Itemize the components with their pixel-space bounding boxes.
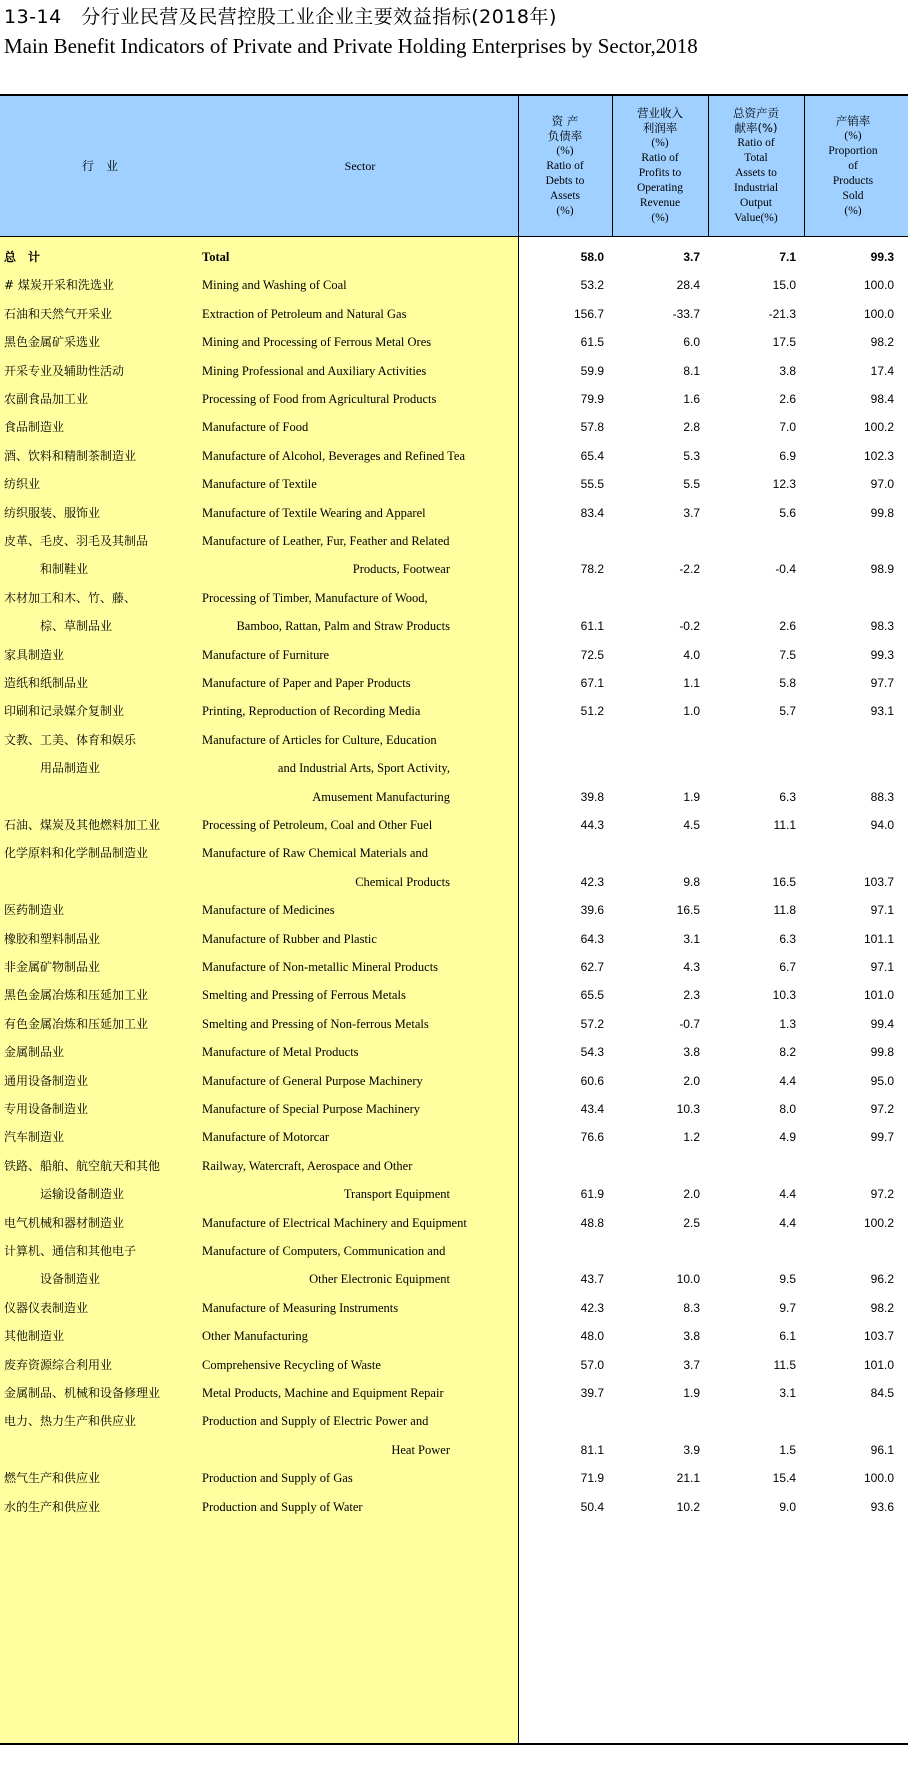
row-label-en: Manufacture of Special Purpose Machinery bbox=[202, 1102, 420, 1116]
header-line: 献率(%) bbox=[734, 121, 778, 135]
header-line: Ratio of bbox=[641, 152, 679, 164]
row-value: -0.7 bbox=[679, 1017, 700, 1031]
row-label-cn: 造纸和纸制品业 bbox=[4, 676, 89, 690]
row-value: 83.4 bbox=[580, 506, 604, 520]
row-value: 102.3 bbox=[863, 449, 894, 463]
row-label-cn: 黑色金属矿采选业 bbox=[4, 335, 101, 349]
row-value: 9.7 bbox=[779, 1301, 796, 1315]
header-line: Assets to bbox=[735, 167, 777, 179]
row-value: 88.3 bbox=[870, 790, 894, 804]
row-value: 2.0 bbox=[683, 1187, 700, 1201]
row-value: 7.5 bbox=[779, 648, 796, 662]
row-value: 11.1 bbox=[773, 818, 796, 832]
row-value: 4.0 bbox=[683, 648, 700, 662]
header-line: Revenue bbox=[639, 197, 681, 209]
row-label-en: Manufacture of Non-metallic Mineral Products bbox=[202, 960, 439, 974]
row-value: 10.2 bbox=[676, 1500, 700, 1514]
row-label-en: Production and Supply of Water bbox=[202, 1500, 363, 1514]
row-value: 99.3 bbox=[870, 250, 894, 264]
row-label-en: Bamboo, Rattan, Palm and Straw Products bbox=[236, 619, 450, 633]
row-value: 2.6 bbox=[779, 392, 796, 406]
row-label-en: Total bbox=[202, 250, 230, 264]
row-value: 97.1 bbox=[870, 960, 894, 974]
row-value: 1.9 bbox=[683, 790, 700, 804]
row-label-cn: 金属制品业 bbox=[4, 1045, 65, 1059]
row-value: 4.4 bbox=[779, 1074, 796, 1088]
row-label-cn: 仪器仪表制造业 bbox=[4, 1301, 89, 1315]
row-label-cn: 化学原料和化学制品制造业 bbox=[4, 846, 149, 860]
row-value: 15.4 bbox=[772, 1471, 796, 1485]
row-value: 98.4 bbox=[870, 392, 894, 406]
row-value: 8.0 bbox=[779, 1102, 796, 1116]
row-label-cn: 汽车制造业 bbox=[4, 1130, 65, 1144]
row-value: 97.7 bbox=[870, 676, 894, 690]
header-line: 产销率 bbox=[835, 113, 871, 128]
row-label-cn: 文教、工美、体育和娱乐 bbox=[4, 733, 137, 747]
row-value: 6.9 bbox=[779, 449, 796, 463]
row-label-cn: 和制鞋业 bbox=[40, 562, 89, 576]
row-label-en: Transport Equipment bbox=[343, 1187, 450, 1201]
row-value: 6.7 bbox=[779, 960, 796, 974]
row-value: 3.8 bbox=[683, 1329, 700, 1343]
header-line: Ratio of bbox=[737, 137, 775, 149]
row-value: 99.8 bbox=[870, 506, 894, 520]
table-title-cn: 13-14 分行业民营及民营控股工业企业主要效益指标(2018年) bbox=[4, 6, 557, 28]
row-value: 3.7 bbox=[683, 506, 700, 520]
row-value: 3.1 bbox=[779, 1386, 796, 1400]
row-value: 3.7 bbox=[683, 1358, 700, 1372]
row-value: 7.0 bbox=[779, 420, 796, 434]
row-label-en: Processing of Petroleum, Coal and Other Fuel bbox=[202, 818, 433, 832]
row-label-en: Metal Products, Machine and Equipment Repair bbox=[202, 1386, 444, 1400]
row-label-en: Printing, Reproduction of Recording Media bbox=[202, 704, 421, 718]
row-value: 57.0 bbox=[580, 1358, 604, 1372]
row-label-cn: 废弃资源综合利用业 bbox=[4, 1358, 113, 1372]
row-value: 5.5 bbox=[683, 477, 700, 491]
row-value: 21.1 bbox=[676, 1471, 700, 1485]
row-label-cn: 医药制造业 bbox=[4, 903, 65, 917]
row-value: 2.0 bbox=[683, 1074, 700, 1088]
row-value: 99.3 bbox=[870, 648, 894, 662]
header-line: 营业收入 bbox=[637, 106, 683, 120]
row-value: 59.9 bbox=[580, 364, 604, 378]
row-value: 2.6 bbox=[779, 619, 796, 633]
row-value: 1.3 bbox=[779, 1017, 796, 1031]
bottom-rule bbox=[0, 1743, 908, 1745]
row-label-cn: 石油、煤炭及其他燃料加工业 bbox=[4, 818, 161, 832]
header-industry-cn bbox=[40, 96, 160, 236]
row-value: 53.2 bbox=[580, 278, 604, 292]
row-label-en: Manufacture of Medicines bbox=[202, 903, 335, 917]
row-value: 57.8 bbox=[580, 420, 604, 434]
row-value: 72.5 bbox=[580, 648, 604, 662]
row-value: 65.4 bbox=[580, 449, 604, 463]
row-label-en: Heat Power bbox=[391, 1443, 450, 1457]
header-col-profit-ratio bbox=[612, 96, 708, 236]
row-value: 97.0 bbox=[870, 477, 894, 491]
row-value: 98.9 bbox=[870, 562, 894, 576]
row-value: 97.2 bbox=[870, 1187, 894, 1201]
row-value: 100.0 bbox=[863, 307, 894, 321]
row-value: 6.1 bbox=[779, 1329, 796, 1343]
row-value: 8.1 bbox=[683, 364, 700, 378]
row-value: 16.5 bbox=[772, 875, 796, 889]
row-value: 5.8 bbox=[779, 676, 796, 690]
header-line: Output bbox=[740, 197, 772, 209]
row-value: 3.1 bbox=[683, 932, 700, 946]
row-value: 65.5 bbox=[580, 988, 604, 1002]
table-title-en: Main Benefit Indicators of Private and Private Holding Enterprises by Sector,2018 bbox=[4, 34, 698, 58]
row-value: 5.7 bbox=[779, 704, 796, 718]
header-label bbox=[828, 114, 877, 219]
row-value: 71.9 bbox=[580, 1471, 604, 1485]
row-label-cn: 电力、热力生产和供应业 bbox=[4, 1414, 137, 1428]
row-label-cn: 纺织服装、服饰业 bbox=[4, 506, 101, 520]
row-value: 55.5 bbox=[580, 477, 604, 491]
row-label-cn: 水的生产和供应业 bbox=[4, 1500, 101, 1514]
row-value: 103.7 bbox=[863, 1329, 894, 1343]
row-value: 1.1 bbox=[683, 676, 700, 690]
row-label-cn: 非金属矿物制品业 bbox=[4, 960, 101, 974]
header-line: Value(%) bbox=[734, 212, 778, 224]
header-divider bbox=[612, 96, 613, 237]
row-value: 10.3 bbox=[676, 1102, 700, 1116]
row-value: 96.2 bbox=[870, 1272, 894, 1286]
row-value: 78.2 bbox=[580, 562, 604, 576]
row-value: 1.5 bbox=[779, 1443, 796, 1457]
row-value: 99.7 bbox=[870, 1130, 894, 1144]
row-label-en: and Industrial Arts, Sport Activity, bbox=[277, 761, 450, 775]
row-value: 81.1 bbox=[580, 1443, 604, 1457]
row-value: 39.8 bbox=[580, 790, 604, 804]
row-value: 98.2 bbox=[870, 1301, 894, 1315]
row-label-cn: 木材加工和木、竹、藤、 bbox=[4, 591, 137, 605]
row-label-en: Other Manufacturing bbox=[202, 1329, 308, 1343]
row-value: 51.2 bbox=[580, 704, 604, 718]
row-label-cn: 印刷和记录媒介复制业 bbox=[4, 704, 125, 718]
row-value: 101.0 bbox=[863, 988, 894, 1002]
row-value: 97.1 bbox=[870, 903, 894, 917]
row-value: 76.6 bbox=[580, 1130, 604, 1144]
row-value: 39.6 bbox=[580, 903, 604, 917]
row-label-en: Chemical Products bbox=[355, 875, 450, 889]
header-line: Ratio of bbox=[546, 159, 584, 172]
row-value: 101.0 bbox=[863, 1358, 894, 1372]
header-line: Debts to bbox=[545, 174, 585, 187]
row-value: 99.4 bbox=[870, 1017, 894, 1031]
header-line: (%) bbox=[556, 204, 574, 217]
row-value: 95.0 bbox=[870, 1074, 894, 1088]
row-value: 58.0 bbox=[580, 250, 604, 264]
header-col-assets-contribution bbox=[708, 96, 804, 236]
row-label-cn: 有色金属冶炼和压延加工业 bbox=[4, 1017, 149, 1031]
row-label-cn: 橡胶和塑料制品业 bbox=[4, 932, 101, 946]
row-label-en: Manufacture of Electrical Machinery and Equipment bbox=[202, 1216, 467, 1230]
row-label-en: Production and Supply of Electric Power and bbox=[202, 1414, 429, 1428]
row-value: 60.6 bbox=[580, 1074, 604, 1088]
row-label-cn: 其他制造业 bbox=[4, 1329, 65, 1343]
row-value: 61.5 bbox=[580, 335, 604, 349]
header-sector-en-text: Sector bbox=[344, 159, 376, 173]
row-value: 98.3 bbox=[870, 619, 894, 633]
row-label-en: Manufacture of Paper and Paper Products bbox=[202, 676, 411, 690]
row-value: 9.0 bbox=[779, 1500, 796, 1514]
row-label-cn: 开采专业及辅助性活动 bbox=[4, 364, 125, 378]
row-label-cn: 总 计 bbox=[4, 250, 41, 264]
row-value: 42.3 bbox=[580, 1301, 604, 1315]
row-label-cn: 设备制造业 bbox=[40, 1272, 101, 1286]
row-value: -0.4 bbox=[775, 562, 796, 576]
row-value: 11.8 bbox=[773, 903, 796, 917]
row-label-cn: 皮革、毛皮、羽毛及其制品 bbox=[4, 534, 149, 548]
row-label-en: Manufacture of Motorcar bbox=[202, 1130, 330, 1144]
row-value: 6.3 bbox=[779, 932, 796, 946]
row-value: 67.1 bbox=[580, 676, 604, 690]
row-label-en: Manufacture of Rubber and Plastic bbox=[202, 932, 377, 946]
row-label-cn: 计算机、通信和其他电子 bbox=[4, 1244, 137, 1258]
row-value: 1.6 bbox=[683, 392, 700, 406]
row-label-en: Manufacture of Raw Chemical Materials and bbox=[202, 846, 428, 860]
row-label-en: Production and Supply of Gas bbox=[202, 1471, 353, 1485]
row-label-en: Products, Footwear bbox=[352, 562, 450, 576]
row-value: 97.2 bbox=[870, 1102, 894, 1116]
row-label-en: Smelting and Pressing of Non-ferrous Metals bbox=[202, 1017, 429, 1031]
header-line: (%) bbox=[556, 144, 574, 157]
row-value: 100.2 bbox=[863, 420, 894, 434]
row-value: 5.3 bbox=[683, 449, 700, 463]
row-value: 11.5 bbox=[773, 1358, 796, 1372]
row-label-en: Processing of Food from Agricultural Products bbox=[202, 392, 437, 406]
row-label-cn: 燃气生产和供应业 bbox=[4, 1471, 101, 1485]
row-value: 7.1 bbox=[779, 250, 796, 264]
row-label-cn: 家具制造业 bbox=[4, 648, 65, 662]
row-label-en: Manufacture of Measuring Instruments bbox=[202, 1301, 399, 1315]
row-value: 1.0 bbox=[683, 704, 700, 718]
header-col-debt-ratio bbox=[518, 96, 612, 236]
row-label-en: Manufacture of Articles for Culture, Education bbox=[202, 733, 437, 747]
row-label-cn: 运输设备制造业 bbox=[40, 1187, 125, 1201]
row-value: 8.2 bbox=[779, 1045, 796, 1059]
row-value: 8.3 bbox=[683, 1301, 700, 1315]
row-value: 101.1 bbox=[863, 932, 894, 946]
row-value: 57.2 bbox=[580, 1017, 604, 1031]
header-line: 利润率 bbox=[642, 121, 678, 135]
row-label-en: Comprehensive Recycling of Waste bbox=[202, 1358, 381, 1372]
header-divider bbox=[708, 96, 709, 237]
header-sector-en bbox=[300, 96, 420, 236]
row-value: 28.4 bbox=[676, 278, 700, 292]
table-header bbox=[0, 96, 908, 237]
row-label-cn: 铁路、船舶、航空航天和其他 bbox=[4, 1159, 161, 1173]
header-divider bbox=[804, 96, 805, 237]
row-value: 100.0 bbox=[863, 1471, 894, 1485]
row-value: 93.1 bbox=[870, 704, 894, 718]
header-line: Total bbox=[744, 152, 768, 164]
row-label-en: Manufacture of Food bbox=[202, 420, 309, 434]
row-value: 103.7 bbox=[863, 875, 894, 889]
row-label-cn: 专用设备制造业 bbox=[4, 1102, 89, 1116]
header-line: (%) bbox=[651, 212, 669, 224]
row-value: 3.8 bbox=[779, 364, 796, 378]
row-value: -2.2 bbox=[679, 562, 700, 576]
header-label bbox=[733, 106, 779, 226]
row-value: 4.5 bbox=[683, 818, 700, 832]
row-label-cn: # 煤炭开采和洗选业 bbox=[4, 278, 114, 292]
row-value: 2.3 bbox=[683, 988, 700, 1002]
row-label-cn: 酒、饮料和精制茶制造业 bbox=[4, 449, 137, 463]
row-value: -21.3 bbox=[768, 307, 796, 321]
row-value: 79.9 bbox=[580, 392, 604, 406]
row-label-en: Manufacture of Leather, Fur, Feather and Related bbox=[202, 534, 450, 548]
row-value: 48.0 bbox=[580, 1329, 604, 1343]
row-value: 4.4 bbox=[779, 1187, 796, 1201]
row-value: 99.8 bbox=[870, 1045, 894, 1059]
row-label-cn: 棕、草制品业 bbox=[40, 619, 113, 633]
row-label-en: Mining Professional and Auxiliary Activities bbox=[202, 364, 427, 378]
row-label-en: Smelting and Pressing of Ferrous Metals bbox=[202, 988, 406, 1002]
header-line: (%) bbox=[844, 129, 862, 142]
row-value: 156.7 bbox=[573, 307, 604, 321]
row-value: 43.4 bbox=[580, 1102, 604, 1116]
header-line: Assets bbox=[549, 189, 581, 202]
row-value: 3.7 bbox=[683, 250, 700, 264]
row-value: 2.8 bbox=[683, 420, 700, 434]
row-label-en: Extraction of Petroleum and Natural Gas bbox=[202, 307, 407, 321]
row-value: 61.1 bbox=[580, 619, 604, 633]
row-label-en: Railway, Watercraft, Aerospace and Other bbox=[202, 1159, 413, 1173]
header-industry-cn-text: 行 业 bbox=[81, 159, 118, 173]
row-value: 10.3 bbox=[772, 988, 796, 1002]
row-label-cn: 纺织业 bbox=[4, 477, 41, 491]
row-label-en: Manufacture of Textile Wearing and Apparel bbox=[202, 506, 426, 520]
row-value: 6.3 bbox=[779, 790, 796, 804]
row-value: 54.3 bbox=[580, 1045, 604, 1059]
row-value: 93.6 bbox=[870, 1500, 894, 1514]
row-label-en: Mining and Processing of Ferrous Metal Ores bbox=[202, 335, 432, 349]
header-line: Profits to bbox=[638, 167, 682, 179]
row-label-en: Manufacture of Computers, Communication and bbox=[202, 1244, 446, 1258]
row-label-cn: 石油和天然气开采业 bbox=[4, 307, 113, 321]
row-label-en: Other Electronic Equipment bbox=[309, 1272, 450, 1286]
row-value: 16.5 bbox=[676, 903, 700, 917]
row-value: 44.3 bbox=[580, 818, 604, 832]
row-label-cn: 食品制造业 bbox=[4, 420, 65, 434]
row-label-cn: 通用设备制造业 bbox=[4, 1074, 89, 1088]
row-value: 9.8 bbox=[683, 875, 700, 889]
row-value: 3.9 bbox=[683, 1443, 700, 1457]
header-line: (%) bbox=[844, 204, 862, 217]
header-line: 资 产 bbox=[551, 113, 579, 128]
row-value: 4.3 bbox=[683, 960, 700, 974]
row-value: 4.9 bbox=[779, 1130, 796, 1144]
header-col-sales-ratio bbox=[804, 96, 902, 236]
row-value: 94.0 bbox=[870, 818, 894, 832]
row-value: 50.4 bbox=[580, 1500, 604, 1514]
row-label-cn: 农副食品加工业 bbox=[4, 392, 89, 406]
header-label bbox=[637, 106, 683, 226]
row-value: 17.4 bbox=[870, 364, 894, 378]
header-line: Sold bbox=[842, 189, 864, 202]
row-value: 42.3 bbox=[580, 875, 604, 889]
row-value: 48.8 bbox=[580, 1216, 604, 1230]
row-value: 100.0 bbox=[863, 278, 894, 292]
column-divider bbox=[518, 237, 519, 1743]
row-value: 39.7 bbox=[580, 1386, 604, 1400]
header-line: Products bbox=[832, 174, 874, 187]
row-value: 64.3 bbox=[580, 932, 604, 946]
row-value: 84.5 bbox=[870, 1386, 894, 1400]
row-label-en: Manufacture of Furniture bbox=[202, 648, 330, 662]
header-line: of bbox=[848, 159, 858, 172]
row-value: -0.2 bbox=[679, 619, 700, 633]
header-line: (%) bbox=[651, 137, 669, 149]
header-line: Operating bbox=[637, 182, 683, 194]
row-value: 100.2 bbox=[863, 1216, 894, 1230]
row-label-en: Manufacture of Textile bbox=[202, 477, 317, 491]
row-value: 9.5 bbox=[779, 1272, 796, 1286]
row-value: 96.1 bbox=[870, 1443, 894, 1457]
row-label-en: Mining and Washing of Coal bbox=[202, 278, 347, 292]
row-value: 62.7 bbox=[580, 960, 604, 974]
row-value: 43.7 bbox=[580, 1272, 604, 1286]
header-line: 负债率 bbox=[547, 128, 583, 143]
row-value: 1.9 bbox=[683, 1386, 700, 1400]
row-value: 98.2 bbox=[870, 335, 894, 349]
row-value: 12.3 bbox=[772, 477, 796, 491]
row-value: 15.0 bbox=[772, 278, 796, 292]
header-line: 总资产贡 bbox=[733, 106, 779, 120]
row-label-en: Processing of Timber, Manufacture of Wood, bbox=[202, 591, 428, 605]
header-line: Proportion bbox=[828, 144, 878, 157]
header-line: Industrial bbox=[733, 182, 779, 194]
row-label-en: Manufacture of Alcohol, Beverages and Refined Tea bbox=[202, 449, 466, 463]
row-value: 2.5 bbox=[683, 1216, 700, 1230]
row-label-en: Manufacture of General Purpose Machinery bbox=[202, 1074, 423, 1088]
row-label-cn: 黑色金属冶炼和压延加工业 bbox=[4, 988, 149, 1002]
header-label bbox=[546, 114, 585, 219]
row-label-cn: 金属制品、机械和设备修理业 bbox=[4, 1386, 161, 1400]
row-label-en: Manufacture of Metal Products bbox=[202, 1045, 359, 1059]
row-label-cn: 电气机械和器材制造业 bbox=[4, 1216, 125, 1230]
row-label-cn: 用品制造业 bbox=[40, 761, 101, 775]
row-value: 3.8 bbox=[683, 1045, 700, 1059]
row-value: 6.0 bbox=[683, 335, 700, 349]
row-value: 4.4 bbox=[779, 1216, 796, 1230]
row-label-en: Amusement Manufacturing bbox=[312, 790, 450, 804]
row-value: 61.9 bbox=[580, 1187, 604, 1201]
row-value: 17.5 bbox=[772, 335, 796, 349]
row-value: 5.6 bbox=[779, 506, 796, 520]
row-value: -33.7 bbox=[672, 307, 700, 321]
row-value: 1.2 bbox=[683, 1130, 700, 1144]
header-divider bbox=[518, 96, 519, 237]
row-value: 10.0 bbox=[676, 1272, 700, 1286]
